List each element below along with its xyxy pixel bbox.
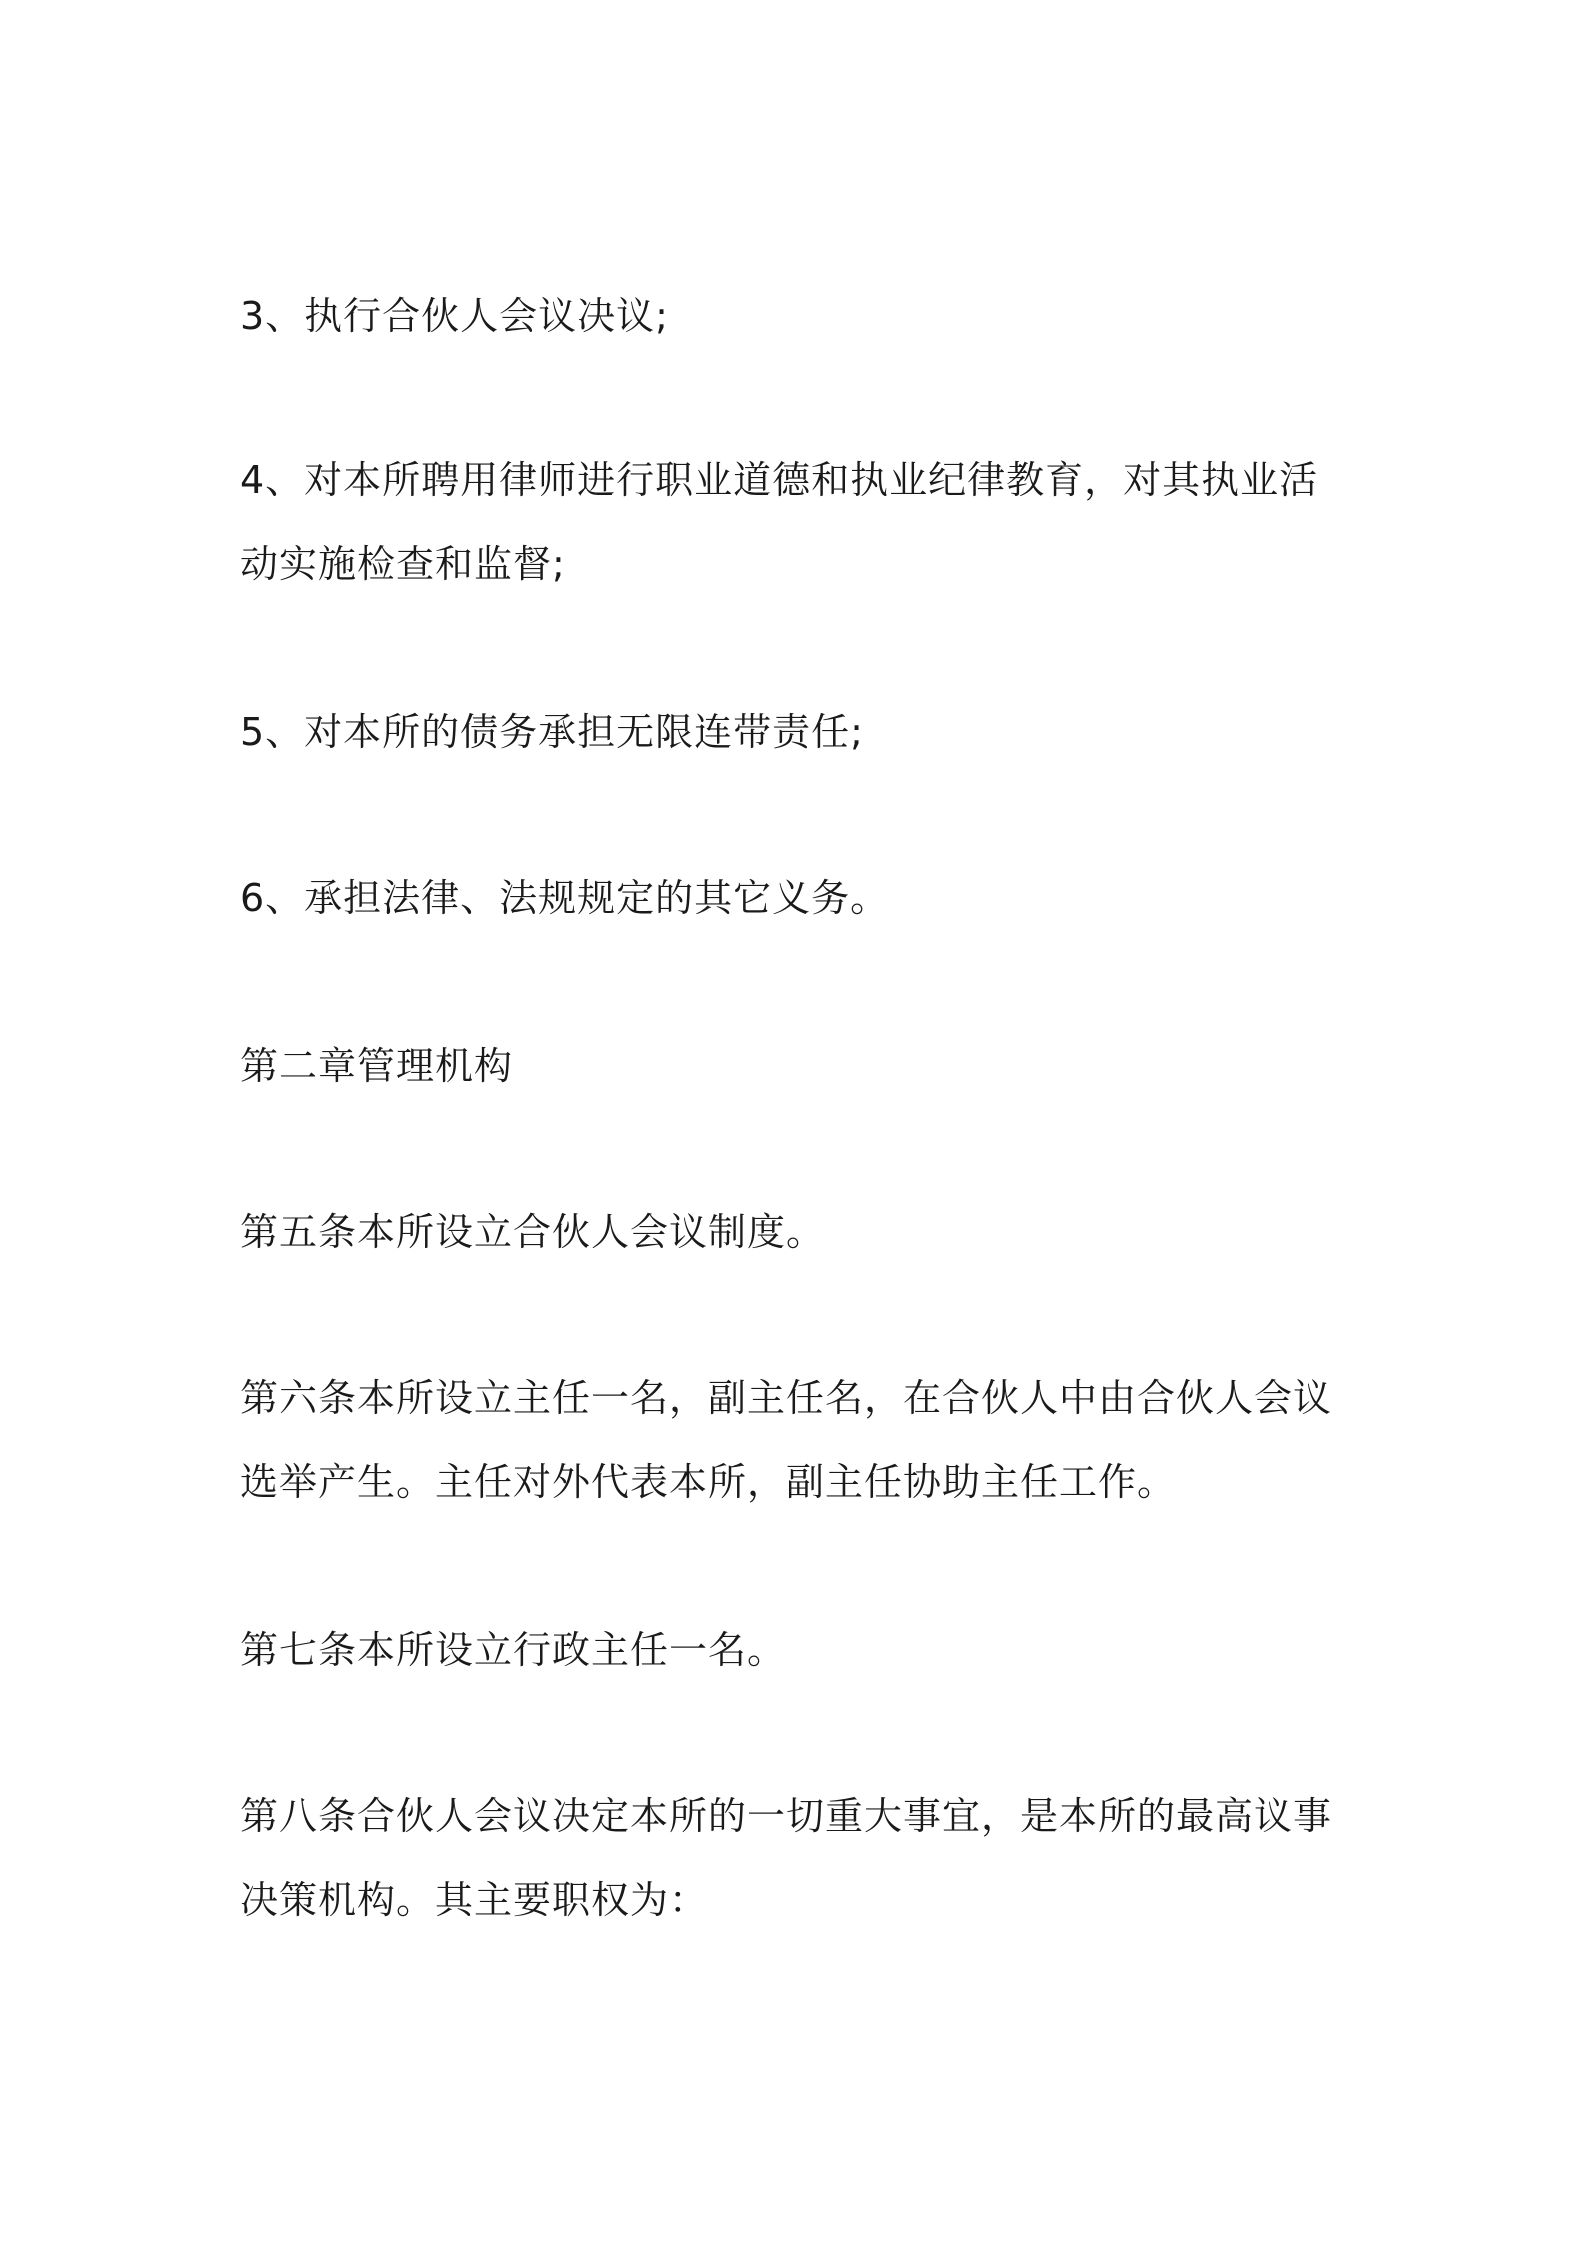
paragraph-line: 第七条本所设立行政主任一名。 [240, 1628, 787, 1672]
item-3 [240, 274, 1360, 358]
paragraph-line: 5、对本所的债务承担无限连带责任; [240, 710, 864, 754]
paragraph-line: 选举产生。主任对外代表本所，副主任协助主任工作。 [240, 1460, 1177, 1504]
paragraph-line: 第二章管理机构 [240, 1044, 514, 1088]
item-6 [240, 856, 1360, 940]
article-5 [240, 1190, 1360, 1274]
paragraph-line: 第八条合伙人会议决定本所的一切重大事宜，是本所的最高议事 [240, 1794, 1333, 1838]
article-8 [240, 1774, 1360, 1942]
item-5 [240, 690, 1360, 774]
paragraph-line: 第六条本所设立主任一名，副主任名，在合伙人中由合伙人会议 [240, 1376, 1333, 1420]
chapter-heading [240, 1024, 1360, 1108]
paragraph-line: 动实施检查和监督; [240, 542, 566, 586]
paragraph-line: 第五条本所设立合伙人会议制度。 [240, 1210, 826, 1254]
article-7 [240, 1608, 1360, 1692]
paragraph-line: 4、对本所聘用律师进行职业道德和执业纪律教育，对其执业活 [240, 458, 1319, 502]
article-6 [240, 1356, 1360, 1524]
paragraph-line: 3、执行合伙人会议决议; [240, 294, 669, 338]
paragraph-line: 6、承担法律、法规规定的其它义务。 [240, 876, 890, 920]
paragraph-line: 决策机构。其主要职权为： [240, 1878, 709, 1922]
item-4 [240, 438, 1360, 606]
